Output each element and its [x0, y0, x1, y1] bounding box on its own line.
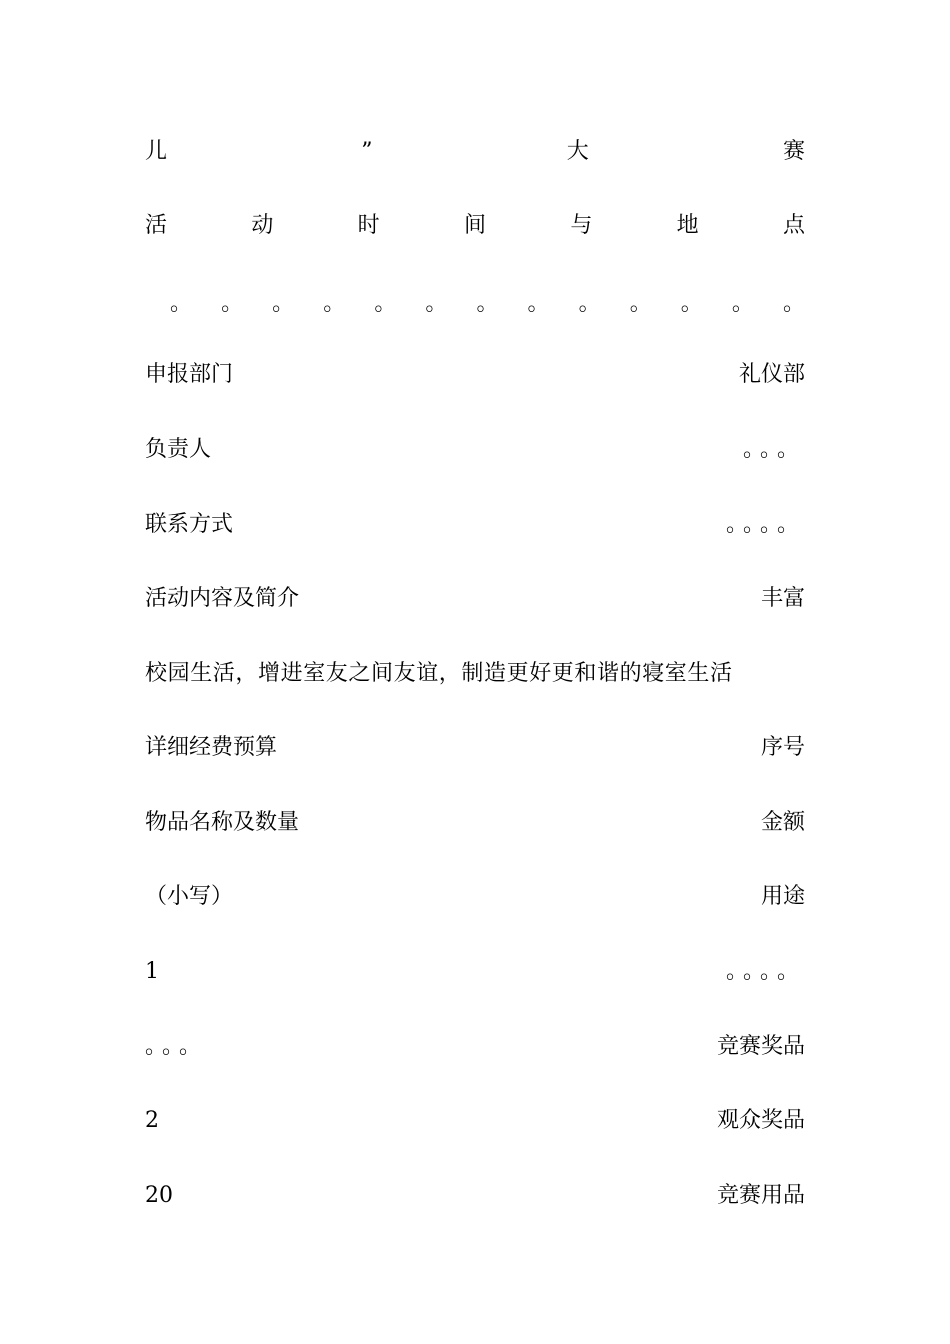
heading-char: 活	[145, 213, 168, 238]
row-item-1	[145, 955, 805, 989]
row-label: 2	[145, 1108, 159, 1133]
row-label: （小写）	[145, 884, 234, 909]
row-value: 。。。。	[725, 959, 805, 984]
row-value: 。。。。	[725, 512, 805, 537]
row-budget	[145, 731, 805, 765]
row-department	[145, 358, 805, 392]
row-contact	[145, 508, 805, 542]
title-line	[145, 135, 805, 169]
row-value: 观众奖品	[716, 1108, 805, 1133]
row-value: 序号	[760, 735, 805, 760]
description-text: 校园生活，增进室友之间友谊，制造更好更和谐的寝室生活	[145, 661, 733, 686]
dot-mark: 。	[476, 291, 499, 316]
dot-mark: 。	[221, 291, 244, 316]
row-value: 竞赛奖品	[716, 1034, 805, 1059]
row-value: 丰富	[760, 586, 805, 611]
row-description	[145, 657, 805, 691]
row-label: 负责人	[145, 437, 212, 462]
dot-mark: 。	[629, 291, 652, 316]
row-value: 。。。	[742, 437, 805, 462]
dot-mark: 。	[170, 291, 193, 316]
row-competition-supplies	[145, 1179, 805, 1213]
dot-mark: 。	[323, 291, 346, 316]
dot-mark: 。	[527, 291, 550, 316]
title-char: ”	[361, 139, 373, 164]
row-label: 。。。	[145, 1034, 208, 1059]
row-value: 竞赛用品	[716, 1183, 805, 1208]
row-label: 物品名称及数量	[145, 810, 300, 835]
dot-mark: 。	[425, 291, 448, 316]
title-char: 大	[566, 139, 589, 164]
row-items	[145, 806, 805, 840]
dot-mark: 。	[374, 291, 397, 316]
dot-mark: 。	[731, 291, 754, 316]
heading-char: 地	[676, 213, 699, 238]
row-label: 活动内容及简介	[145, 586, 300, 611]
row-label: 20	[145, 1183, 173, 1208]
row-value: 金额	[760, 810, 805, 835]
dot-mark: 。	[680, 291, 703, 316]
row-label: 联系方式	[145, 512, 234, 537]
row-content	[145, 582, 805, 616]
heading-char: 点	[782, 213, 805, 238]
row-person-in-charge	[145, 433, 805, 467]
heading-char: 动	[251, 213, 274, 238]
time-place-line	[145, 209, 805, 243]
row-competition-prize	[145, 1030, 805, 1064]
title-char: 赛	[782, 139, 805, 164]
heading-char: 间	[463, 213, 486, 238]
row-label: 详细经费预算	[145, 735, 278, 760]
heading-char: 时	[357, 213, 380, 238]
dots-line	[170, 287, 805, 321]
row-value: 礼仪部	[738, 362, 805, 387]
row-label: 申报部门	[145, 362, 234, 387]
title-char: 儿	[145, 139, 168, 164]
heading-char: 与	[570, 213, 593, 238]
row-lowercase	[145, 880, 805, 914]
row-value: 用途	[760, 884, 805, 909]
row-label: 1	[145, 959, 159, 984]
dot-mark: 。	[272, 291, 295, 316]
row-audience-prize	[145, 1104, 805, 1138]
dot-mark: 。	[782, 291, 805, 316]
dot-mark: 。	[578, 291, 601, 316]
